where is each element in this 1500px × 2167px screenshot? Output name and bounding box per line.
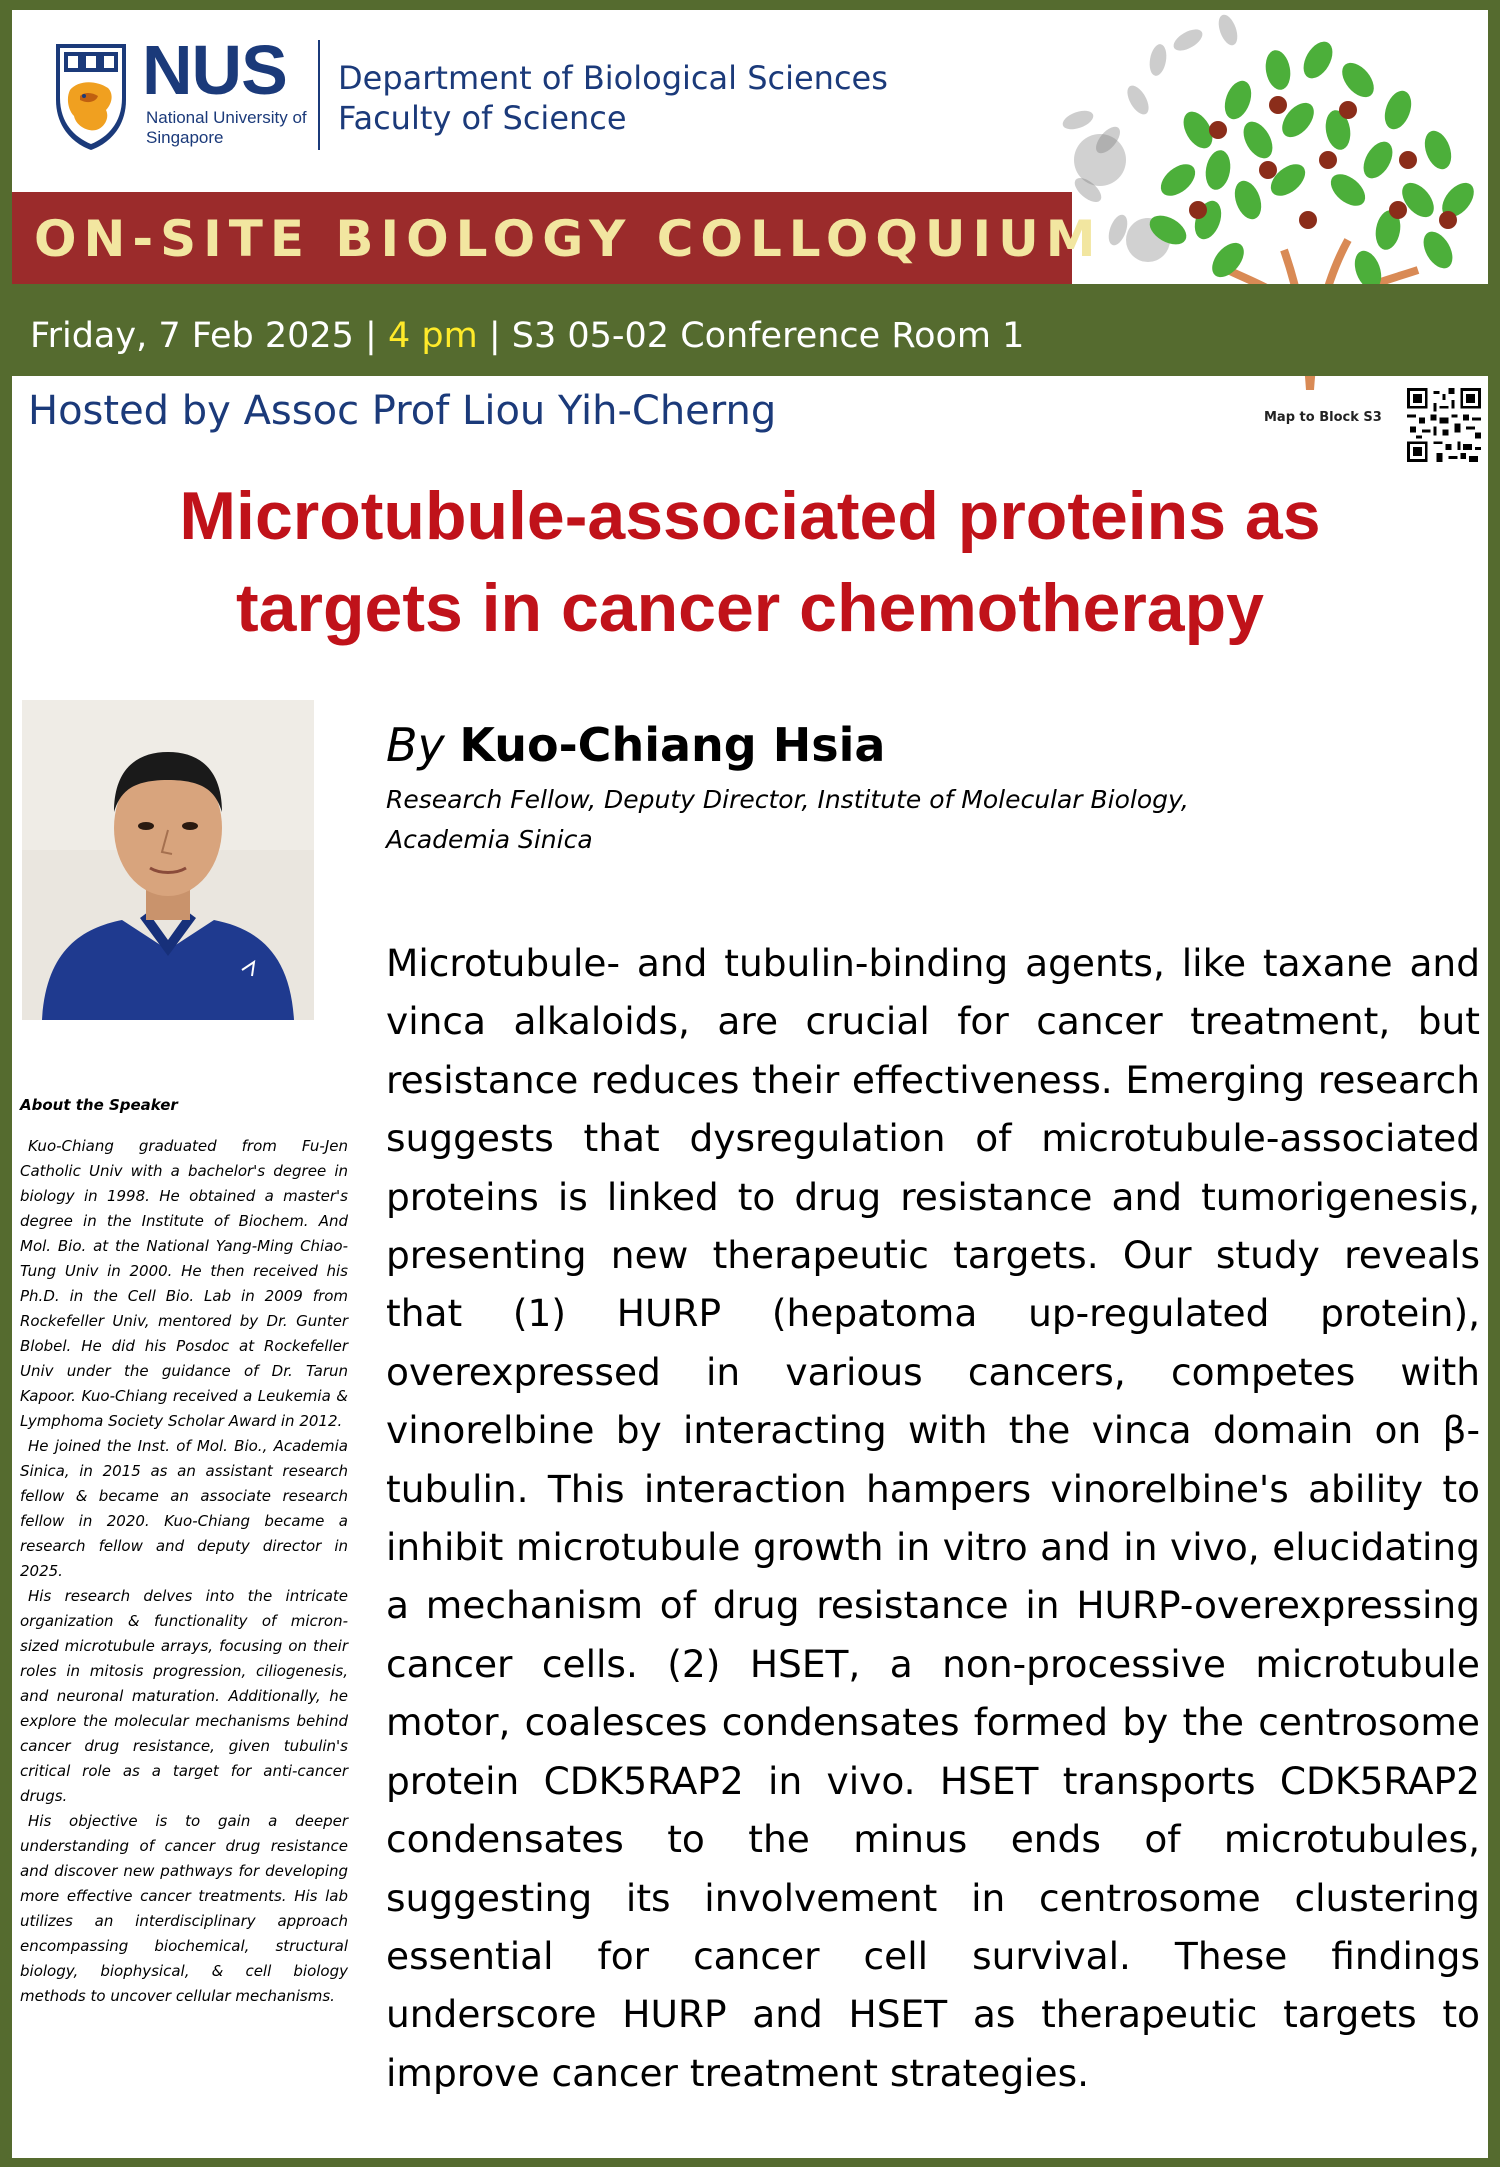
event-time: 4 pm (387, 316, 478, 356)
speaker-photo (22, 700, 314, 1020)
department-block (338, 58, 888, 138)
speaker-affiliation: Research Fellow, Deputy Director, Institute of Molecular Biology, Academia Sinica (386, 785, 1189, 854)
nus-crest-logo (52, 40, 130, 152)
host-line: Hosted by Assoc Prof Liou Yih-Cherng (28, 388, 777, 434)
colloquium-title: ON-SITE BIOLOGY COLLOQUIUM (34, 210, 1103, 268)
event-date: Friday, 7 Feb 2025 (30, 316, 354, 356)
event-venue: S3 05-02 Conference Room 1 (511, 316, 1025, 356)
about-speaker-text (20, 1134, 348, 2009)
faculty-name: Faculty of Science (338, 99, 627, 137)
talk-title-line-2: targets in cancer chemotherapy (236, 570, 1264, 646)
talk-abstract: Microtubule- and tubulin-binding agents, like taxane and vinca alkaloids, are crucial for cancer treatment, but resistance reduces their effectiveness. Emerging research suggests that dysregulation of microtubule-associated proteins is linked to drug resistance and tumorigenesis, presenting new therapeutic targets. Our study reveals that (1) HURP (hepatoma up-regulated protein), overexpressed in various cancers, competes with vinorelbine by interacting with the vinca domain on β-tubulin. This interaction hampers vinorelbine's ability to inhibit microtubule growth in vitro and in vivo, elucidating a mechanism of drug resistance in HURP-overexpressing cancer cells. (2) HSET, a non-processive microtubule motor, coalesces condensates formed by the centrosome protein CDK5RAP2 in vivo. HSET transports CDK5RAP2 condensates to the minus ends of microtubules, suggesting its involvement in centrosome clustering essential for cancer cell survival. These findings underscore HURP and HSET as therapeutic targets to improve cancer treatment strategies. (386, 941, 1480, 2095)
nus-logo-text: NUS (142, 31, 287, 109)
separator: | (488, 316, 501, 356)
logo-divider (318, 40, 320, 150)
department-name: Department of Biological Sciences (338, 59, 888, 97)
map-label: Map to Block S3 (1264, 410, 1382, 425)
poster-page (12, 10, 1488, 2158)
qr-code-icon[interactable] (1407, 388, 1481, 462)
about-paragraph: His objective is to gain a deeper understanding of cancer drug resistance and discover new pathways for developing more effective cancer treatments. His lab utilizes an interdisciplinary approach encompassing biochemical, structural biology, biophysical, & cell biology methods to uncover cellular mechanisms. (20, 1812, 348, 2005)
by-label: By (386, 718, 445, 772)
nus-logo-subtitle: National University of Singapore (146, 108, 307, 147)
separator: | (365, 316, 377, 356)
speaker-line (386, 718, 885, 772)
about-paragraph: Kuo-Chiang graduated from Fu-Jen Catholic Univ with a bachelor's degree in biology in 1998. He obtained a master's degree in the Institute of Biochem. And Mol. Bio. at the National Yang-Ming Chiao-Tung Univ in 2000. He then received his Ph.D. in the Cell Bio. Lab in 2009 from Rockefeller Univ, mentored by Dr. Gunter Blobel. He did his Posdoc at Rockefeller Univ under the guidance of Dr. Tarun Kapoor. Kuo-Chiang received a Leukemia & Lymphoma Society Scholar Award in 2012. (20, 1137, 348, 1430)
event-details (30, 316, 1024, 356)
talk-title-line-1: Microtubule-associated proteins as (179, 478, 1321, 554)
talk-title (12, 470, 1488, 654)
speaker-name: Kuo-Chiang Hsia (459, 718, 886, 772)
about-paragraph: His research delves into the intricate organization & functionality of micron-sized microtubule arrays, focusing on their roles in mitosis progression, ciliogenesis, and neuronal maturation. Additionally, he explore the molecular mechanisms behind cancer drug resistance, given tubulin's critical role as a target for anti-cancer drugs. (20, 1587, 348, 1805)
about-speaker-heading: About the Speaker (20, 1096, 178, 1114)
about-paragraph: He joined the Inst. of Mol. Bio., Academia Sinica, in 2015 as an assistant research fellow & became an associate research fellow in 2020. Kuo-Chiang became a research fellow and deputy director in 2025. (20, 1437, 348, 1580)
